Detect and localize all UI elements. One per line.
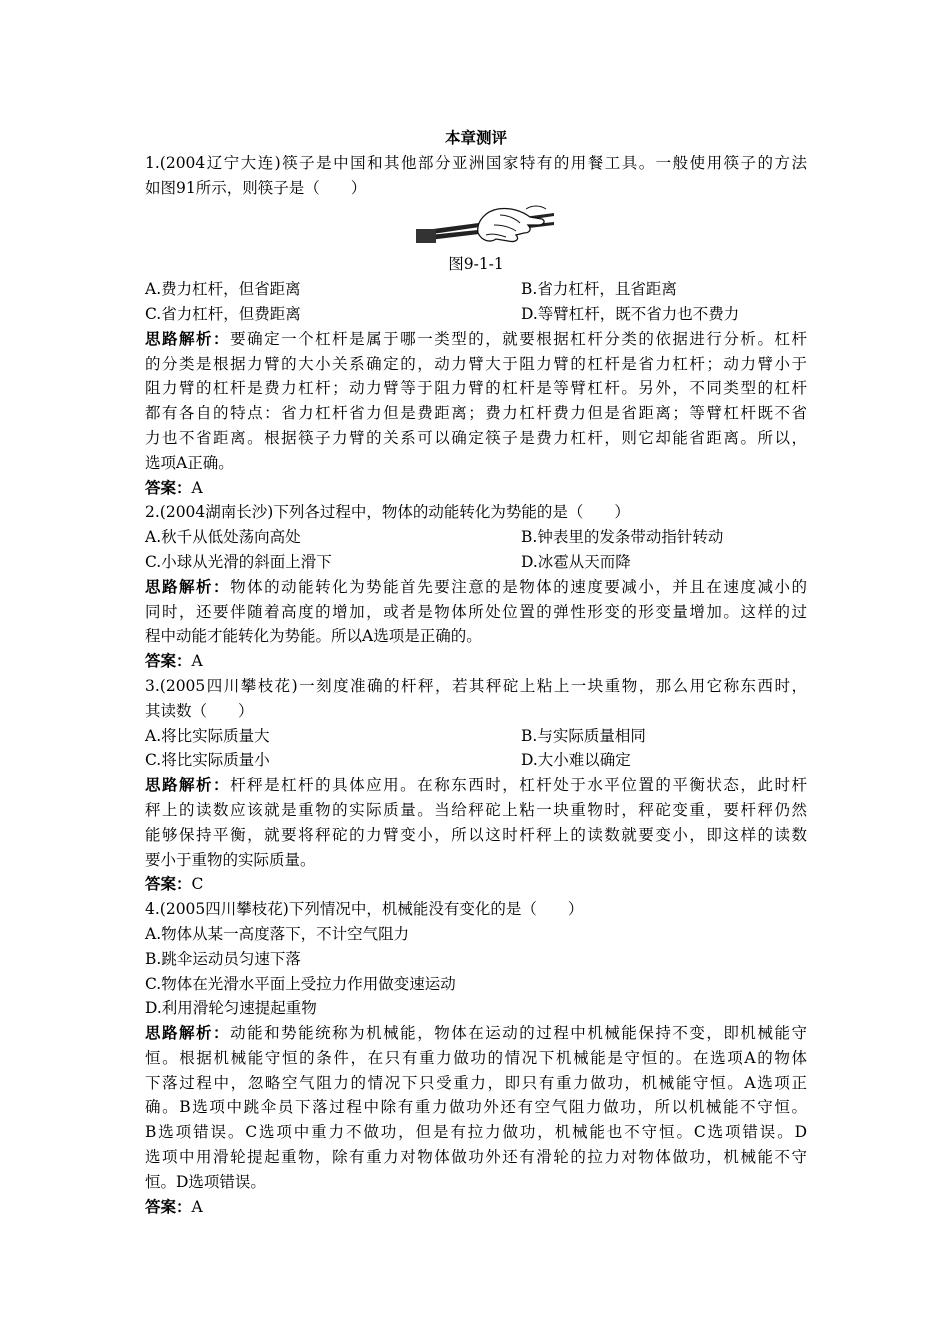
answer-label: 答案： [145, 651, 192, 671]
answer-label: 答案： [145, 1196, 192, 1216]
option-a: A.费力杠杆，但省距离 [145, 280, 301, 299]
option-d: D.等臂杠杆，既不省力也不费力 [521, 304, 740, 323]
question-1 [145, 151, 807, 501]
document-page [145, 126, 807, 1219]
options-row [145, 302, 807, 327]
option-b: B.省力杠杆，且省距离 [521, 280, 677, 299]
analysis-line: 思路解析：动能和势能统称为机械能，物体在运动的过程中机械能保持不变，即机械能守 [145, 1023, 807, 1043]
option-a: A.物体从某一高度落下，不计空气阻力 [145, 924, 410, 943]
analysis-line: 要小于重物的实际质量。 [145, 850, 316, 869]
options-row [145, 748, 807, 773]
question-3 [145, 674, 807, 897]
analysis-line: 恒。D选项错误。 [145, 1172, 266, 1191]
analysis-line: 力也不省距离。根据筷子力臂的关系可以确定筷子是费力杠杆，则它却能省距离。所以， [145, 428, 807, 447]
q4-stem-line: 4.(2005四川攀枝花)下列情况中，机械能没有变化的是（ ） [145, 900, 584, 919]
option-c: C.将比实际质量小 [145, 751, 270, 770]
analysis-line: 程中动能才能转化为势能。所以A选项是正确的。 [145, 627, 482, 646]
analysis-line: 恒。根据机械能守恒的条件，在只有重力做功的情况下机械能是守恒的。在选项A的物体 [145, 1048, 807, 1067]
analysis-line: 确。B选项中跳伞员下落过程中除有重力做功外还有空气阻力做功，所以机械能不守恒。 [145, 1098, 807, 1117]
answer-line [145, 1195, 807, 1220]
analysis-line: 选项中用滑轮提起重物，除有重力对物体做功外还有滑轮的拉力对物体做功，机械能不守 [145, 1148, 807, 1167]
option-d: D.利用滑轮匀速提起重物 [145, 999, 317, 1018]
analysis-line: B选项错误。C选项中重力不做功，但是有拉力做功，机械能也不守恒。C选项错误。D [145, 1123, 807, 1142]
analysis-label: 思路解析： [145, 775, 231, 795]
analysis-line: 思路解析：杆秤是杠杆的具体应用。在称东西时，杠杆处于水平位置的平衡状态，此时杆 [145, 775, 807, 795]
answer-line [145, 476, 807, 501]
analysis-line: 思路解析：要确定一个杠杆是属于哪一类型的，就要根据杠杆分类的依据进行分析。杠杆 [145, 328, 807, 348]
analysis-label: 思路解析： [145, 1023, 231, 1043]
options-row [145, 724, 807, 749]
option-d: D.冰雹从天而降 [521, 552, 631, 571]
option-a: A.将比实际质量大 [145, 726, 270, 745]
analysis-line: 能够保持平衡，就要将秤砣的力臂变小，所以这时杆秤上的读数就要变小，即这样的读数 [145, 825, 807, 844]
option-c: C.物体在光滑水平面上受拉力作用做变速运动 [145, 974, 456, 993]
q3-stem-line: 其读数（ ） [145, 701, 254, 720]
answer-value: A [191, 652, 203, 671]
answer-line [145, 649, 807, 674]
analysis-line: 的分类是根据力臂的大小关系确定的，动力臂大于阻力臂的杠杆是省力杠杆；动力臂小于 [145, 354, 807, 373]
analysis-line: 选项A正确。 [145, 453, 234, 472]
chopsticks-figure [145, 200, 807, 252]
analysis-line: 下落过程中，忽略空气阻力的情况下只受重力，即只有重力做功，机械能守恒。A选项正 [145, 1073, 807, 1092]
analysis-line: 阻力臂的杠杆是费力杠杆；动力臂等于阻力臂的杠杆是等臂杠杆。另外，不同类型的杠杆 [145, 379, 807, 398]
analysis-line: 都有各自的特点：省力杠杆省力但是费距离；费力杠杆费力但是省距离；等臂杠杆既不省 [145, 404, 807, 423]
answer-label: 答案： [145, 477, 192, 497]
answer-label: 答案： [145, 874, 192, 894]
option-b: B.钟表里的发条带动指针转动 [521, 528, 724, 547]
question-2 [145, 500, 807, 674]
chopsticks-hand-icon [416, 203, 556, 249]
answer-value: A [191, 478, 203, 497]
q3-stem-line: 3.(2005四川攀枝花)一刻度准确的杆秤，若其秤砣上粘上一块重物，那么用它称东西时， [145, 676, 807, 695]
option-b: B.跳伞运动员匀速下落 [145, 949, 301, 968]
answer-value: C [191, 875, 204, 894]
option-d: D.大小难以确定 [521, 751, 631, 770]
option-a: A.秋千从低处荡向高处 [145, 528, 301, 547]
page-title: 本章测评 [444, 128, 507, 147]
analysis-line: 秤上的读数应该就是重物的实际质量。当给秤砣上粘一块重物时，秤砣变重，要杆秤仍然 [145, 800, 807, 819]
analysis-line: 思路解析：物体的动能转化为势能首先要注意的是物体的速度要减小，并且在速度减小的 [145, 576, 807, 596]
q1-stem-line: 如图91所示，则筷子是（ ） [145, 178, 367, 197]
q1-stem-line: 1.(2004辽宁大连)筷子是中国和其他部分亚洲国家特有的用餐工具。一般使用筷子的方法 [145, 153, 807, 172]
options-row [145, 550, 807, 575]
answer-line [145, 872, 807, 897]
option-b: B.与实际质量相同 [521, 726, 646, 745]
figure-caption: 图9-1-1 [448, 255, 504, 274]
option-c: C.省力杠杆，但费距离 [145, 304, 301, 323]
option-c: C.小球从光滑的斜面上滑下 [145, 552, 332, 571]
answer-value: A [191, 1197, 203, 1216]
analysis-label: 思路解析： [145, 576, 231, 596]
analysis-label: 思路解析： [145, 328, 231, 348]
q2-stem-line: 2.(2004湖南长沙)下列各过程中，物体的动能转化为势能的是（ ） [145, 503, 630, 522]
options-row [145, 525, 807, 550]
question-4 [145, 897, 807, 1219]
options-row [145, 277, 807, 302]
analysis-line: 同时，还要伴随着高度的增加，或者是物体所处位置的弹性形变的形变量增加。这样的过 [145, 602, 807, 621]
